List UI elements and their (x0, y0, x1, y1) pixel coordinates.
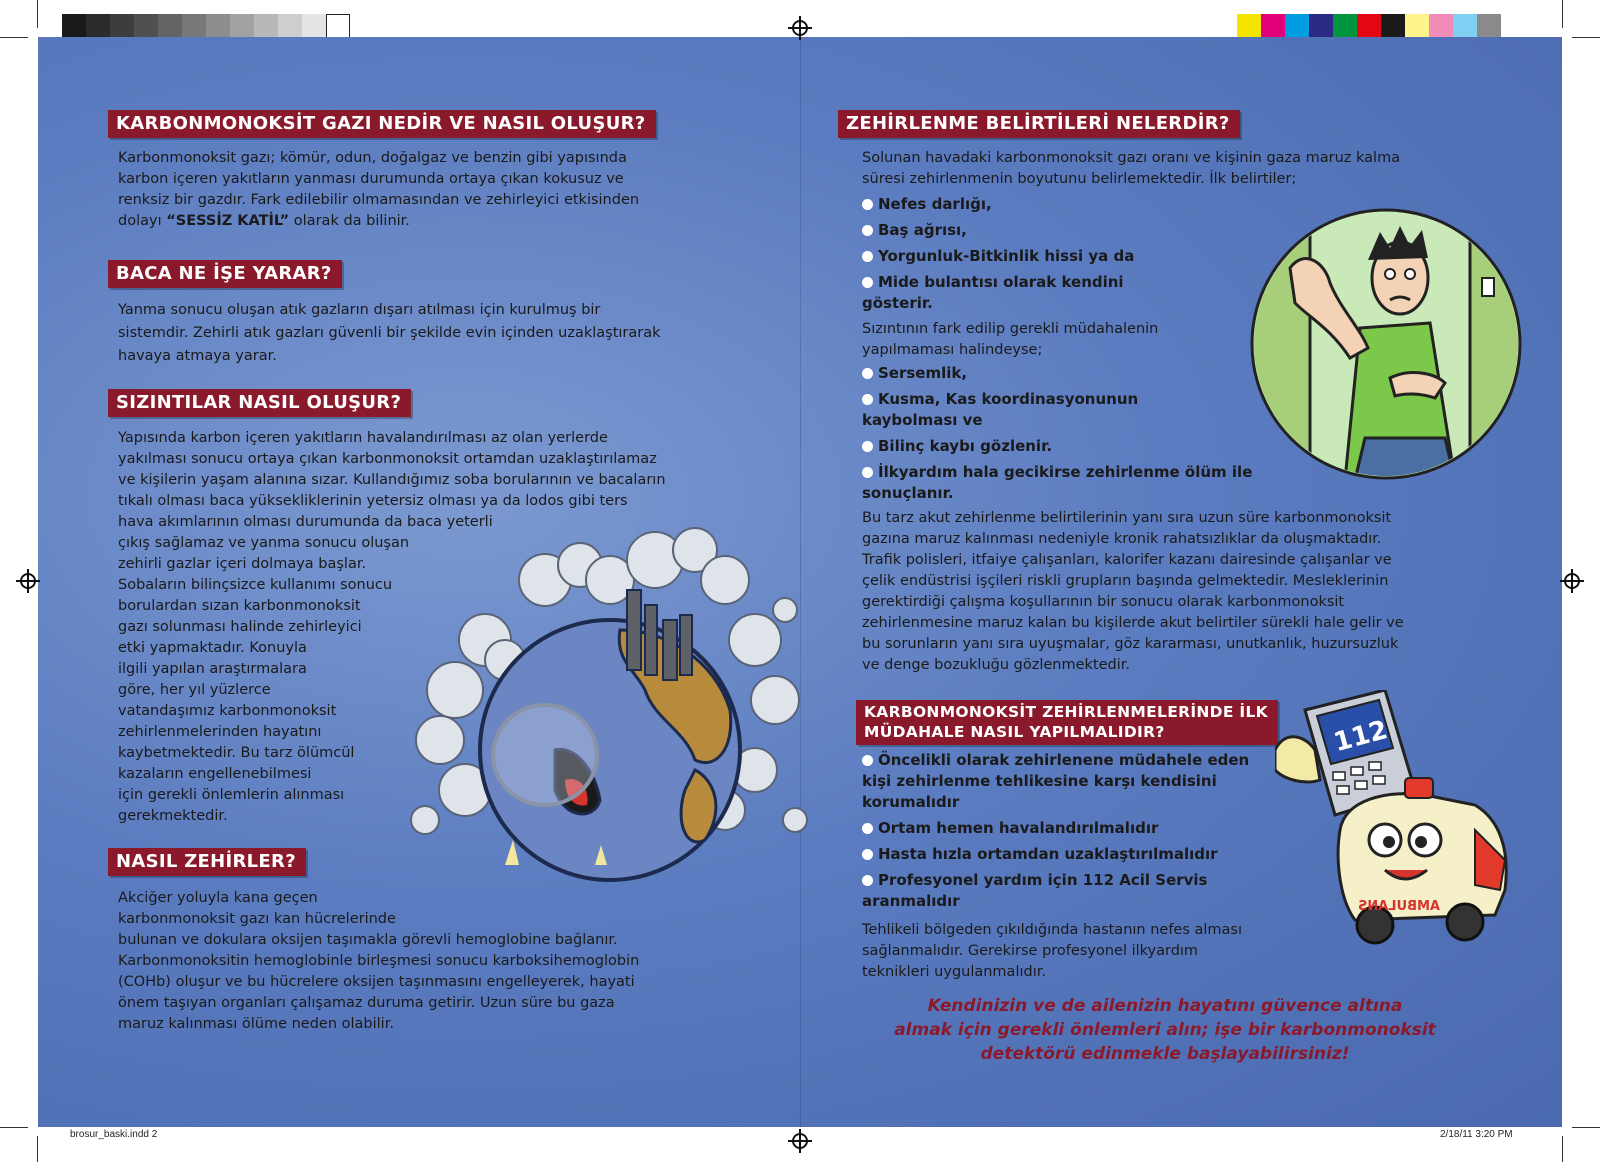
slug-date-time: 2/18/11 3:20 PM (1440, 1129, 1513, 1140)
phone-number-label: 112 (1330, 715, 1391, 759)
symptoms-intro: Solunan havadaki karbonmonoksit gazı oranı ve kişinin gaza maruz kalma süresi zehirlenmenin boyutunu belirlemektedir. İlk belirtiler; (862, 150, 1401, 187)
slug-file-name: brosur_baski.indd 2 (70, 1129, 158, 1140)
heading-chimney: BACA NE İŞE YARAR? (108, 260, 342, 288)
list-item: İlkyardım hala gecikirse zehirlenme ölüm ile sonuçlanır. (862, 463, 1253, 502)
what-is-co-text: Karbonmonoksit gazı; kömür, odun, doğalgaz ve benzin gibi yapısında karbon içeren yakıtların yanması durumunda ortaya çıkan kokusuz ve renksiz bir gazdır. Fark edilebilir olmamasından ve zehirleyici etkisinden dolayı “SESSİZ KATİL” olarak da bilinir. (118, 150, 640, 229)
crop-mark (0, 37, 28, 38)
bullet-icon (862, 823, 873, 834)
sick-man-at-door-illustration (1250, 208, 1522, 480)
heading-how-poisons: NASIL ZEHİRLER? (108, 848, 306, 876)
list-item: Mide bulantısı olarak kendini gösterir. (862, 273, 1124, 312)
symptoms-outro: Bu tarz akut zehirlenme belirtilerinin yanı sıra uzun süre karbonmonoksit gazına maruz kalınması nedeniyle kronik rahatsızlıklar da oluşmaktadır. Trafik polisleri, itfaiye çalışanları, kalorifer kazanı dairesinde çalışanlar ve çelik endüstrisi işçileri riskli grupların başında gelmektedir. Mesleklerinin gerektirdiği çalışma koşullarının bir sonucu olarak karbonmonoksit zehirlenmesine maruz kalan bu kişilerde akut belirtiler sürekli hale gelir ve bu sorunların yanı sıra uyuşmalar, göz kararması, unutkanlık, huzursuzluk ve denge bozukluğu gözlenmektedir. (862, 510, 1404, 673)
bullet-icon (862, 394, 873, 405)
list-item: Hasta hızla ortamdan uzaklaştırılmalıdır (862, 844, 1282, 865)
list-item: Bilinç kaybı gözlenir. (862, 436, 1282, 457)
ambulance-illustration (1325, 760, 1515, 950)
list-item: Nefes darlığı, (862, 194, 1262, 215)
ambulance-label: AMBULANS (1357, 899, 1440, 914)
heading-leaks: SIZINTILAR NASIL OLUŞUR? (108, 389, 411, 417)
bullet-icon (862, 467, 873, 478)
crop-mark (37, 1136, 38, 1162)
globe-with-smoke-illustration (395, 520, 825, 890)
list-item: Baş ağrısı, (862, 220, 1262, 241)
registration-mark-icon (20, 573, 36, 589)
crop-mark (1562, 0, 1563, 28)
symptoms-middle: Sızıntının fark edilip gerekli müdahalenin yapılmaması halindeyse; (862, 321, 1159, 358)
heading-what-is-co: KARBONMONOKSİT GAZI NEDİR VE NASIL OLUŞUR? (108, 110, 656, 138)
registration-mark-icon (792, 20, 808, 36)
leaks-text: Yapısında karbon içeren yakıtların havalandırılması az olan yerlerde yakılması sonucu ortaya çıkan karbonmonoksit ortamdan uzaklaştırılamaz ve kişilerin yaşam alanına sızar. Kullandığımız soba borularının ve bacaların tıkalı olması baca yüksekliklerinin yetersiz olması ya da lodos gibi ters hava akımlarının olması durumunda da baca yeterli çıkış sağlamaz ve yanma sonucu oluşan zehirli gazlar içeri dolmaya başlar. Sobaların bilinçsizce kullanımı sonucu borulardan sızan karbonmonoksit gazı solunması halinde zehirleyici etki yapmaktadır. Konuyla ilgili yapılan araştırmalara göre, her yıl yüzlerce vatandaşımız karbonmonoksit zehirlenmelerinden hayatını kaybetmektedir. Bu tarz ölümcül kazaların engellenebilmesi için gerekli önlemlerin alınması gerekmektedir. (118, 430, 666, 824)
bullet-icon (862, 875, 873, 886)
list-item: Ortam hemen havalandırılmalıdır (862, 818, 1282, 839)
crop-mark (37, 0, 38, 28)
bullet-icon (862, 368, 873, 379)
how-poisons-text: Akciğer yoluyla kana geçen karbonmonoksit gazı kan hücrelerinde bulunan ve dokulara oksijen taşımakla görevli hemoglobine bağlanır. Karbonmonoksitin hemoglobinle birleşmesi sonucu karboksihemoglobin (COHb) oluşur ve bu hücrelere oksijen taşınmasını engelleyerek, hayati önem taşıyan organları çalışamaz duruma getirir. Uzun süre bu gaza maruz kalınması ölüme neden olabilir. (118, 890, 640, 1032)
symptom-list-late (862, 363, 1282, 509)
symptom-list-early (862, 194, 1262, 319)
first-aid-outro: Tehlikeli bölgeden çıkıldığında hastanın nefes alması sağlanmalıdır. Gerekirse profesyonel ilkyardım teknikleri uygulanmalıdır. (862, 922, 1243, 980)
registration-mark-icon (1564, 573, 1580, 589)
bullet-icon (862, 251, 873, 262)
list-item: Sersemlik, (862, 363, 1282, 384)
list-item: Profesyonel yardım için 112 Acil Servis aranmalıdır (862, 871, 1208, 910)
list-item: Öncelikli olarak zehirlenene müdahele eden kişi zehirlenme tehlikesine karşı kendisini korumalıdır (862, 751, 1250, 811)
crop-mark (1572, 37, 1600, 38)
bullet-icon (862, 849, 873, 860)
bullet-icon (862, 441, 873, 452)
bullet-icon (862, 755, 873, 766)
crop-mark (1562, 1136, 1563, 1162)
crop-mark (1572, 1127, 1600, 1128)
silent-killer-emphasis: “SESSİZ KATİL” (166, 213, 290, 229)
heading-symptoms: ZEHİRLENME BELİRTİLERİ NELERDİR? (838, 110, 1240, 138)
bullet-icon (862, 225, 873, 236)
closing-slogan: Kendinizin ve de ailenizin hayatını güvence altına almak için gerekli önlemleri alın; işe bir karbonmonoksit detektörü edinmekle başlayabilirsiniz! (894, 996, 1436, 1064)
bullet-icon (862, 277, 873, 288)
bullet-icon (862, 199, 873, 210)
crop-mark (0, 1127, 28, 1128)
list-item: Kusma, Kas koordinasyonunun kaybolması ve (862, 390, 1139, 429)
chimney-text: Yanma sonucu oluşan atık gazların dışarı atılması için kurulmuş bir sistemdir. Zehirli atık gazları güvenli bir şekilde evin içinden uzaklaştırarak havaya atmaya yarar. (118, 302, 661, 364)
registration-mark-icon (792, 1133, 808, 1149)
list-item: Yorgunluk-Bitkinlik hissi ya da (862, 246, 1262, 267)
heading-first-aid: KARBONMONOKSİT ZEHİRLENMELERİNDE İLK MÜDAHALE NASIL YAPILMALIDIR? (856, 700, 1278, 745)
first-aid-list (862, 750, 1282, 917)
